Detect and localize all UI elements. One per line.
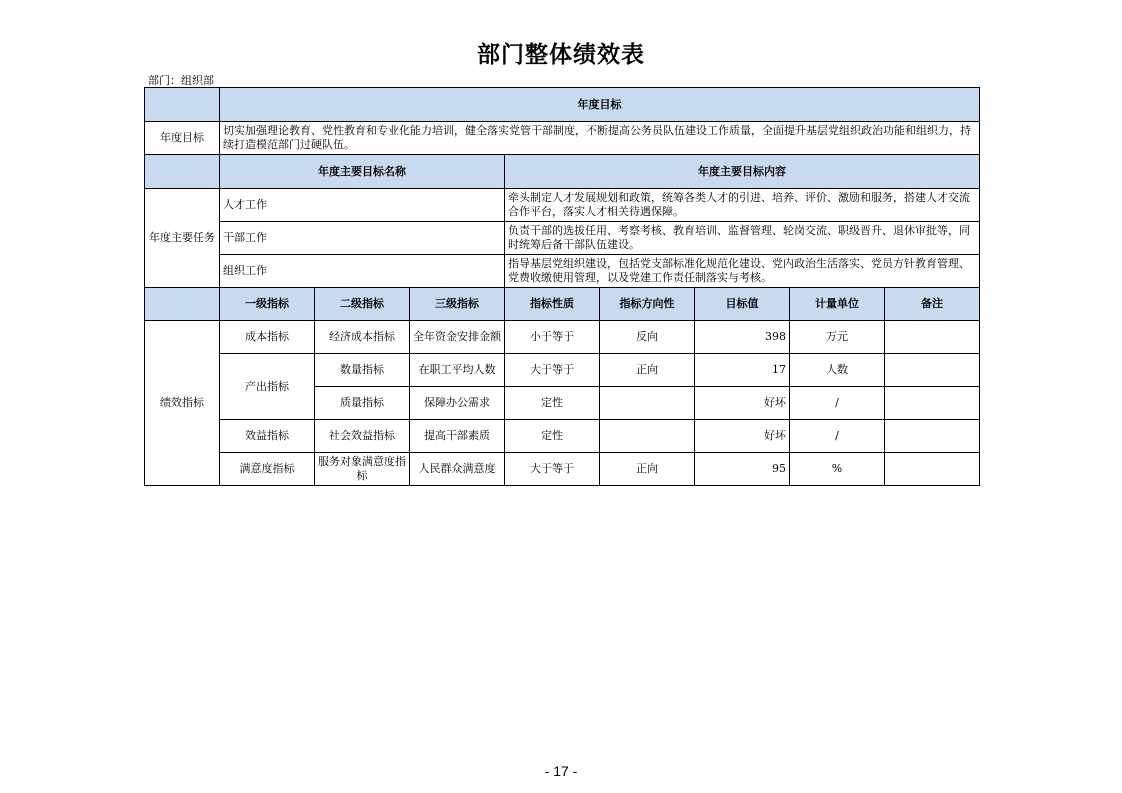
level1-indicator: 效益指标 (220, 420, 315, 453)
note (885, 453, 980, 486)
indicator-nature: 小于等于 (505, 321, 600, 354)
column-header: 一级指标 (220, 288, 315, 321)
table-row (145, 420, 980, 453)
column-header: 三级指标 (410, 288, 505, 321)
level2-indicator: 社会效益指标 (315, 420, 410, 453)
column-header: 备注 (885, 288, 980, 321)
note (885, 321, 980, 354)
target-value: 17 (695, 354, 790, 387)
note (885, 354, 980, 387)
indicator-direction: 正向 (600, 354, 695, 387)
level3-indicator: 人民群众满意度 (410, 453, 505, 486)
table-row (145, 354, 980, 387)
task-name-header: 年度主要目标名称 (220, 155, 505, 189)
corner-cell (145, 88, 220, 122)
indicator-nature: 大于等于 (505, 354, 600, 387)
annual-goal-header: 年度目标 (220, 88, 980, 122)
page-title: 部门整体绩效表 (477, 42, 645, 68)
level3-indicator: 提高干部素质 (410, 420, 505, 453)
level3-indicator: 在职工平均人数 (410, 354, 505, 387)
annual-goal-label: 年度目标 (145, 122, 220, 155)
table-row (145, 321, 980, 354)
annual-goal-text: 切实加强理论教育、党性教育和专业化能力培训，健全落实党管干部制度，不断提高公务员队伍建设工作质量，全面提升基层党组织政治功能和组织力，持续打造模范部门过硬队伍。 (220, 122, 980, 155)
table-row (145, 453, 980, 486)
indicator-nature: 定性 (505, 387, 600, 420)
task-name: 干部工作 (220, 222, 505, 255)
task-name: 人才工作 (220, 189, 505, 222)
indicator-nature: 定性 (505, 420, 600, 453)
column-header: 指标方向性 (600, 288, 695, 321)
note (885, 387, 980, 420)
column-header: 指标性质 (505, 288, 600, 321)
indicator-direction: 反向 (600, 321, 695, 354)
indicator-direction (600, 387, 695, 420)
level2-indicator: 经济成本指标 (315, 321, 410, 354)
unit: 万元 (790, 321, 885, 354)
level1-indicator: 产出指标 (220, 354, 315, 420)
level1-indicator: 成本指标 (220, 321, 315, 354)
level1-indicator: 满意度指标 (220, 453, 315, 486)
target-value: 好坏 (695, 387, 790, 420)
indicator-nature: 大于等于 (505, 453, 600, 486)
level2-indicator: 数量指标 (315, 354, 410, 387)
level3-indicator: 保障办公需求 (410, 387, 505, 420)
tasks-corner-cell (145, 155, 220, 189)
column-header: 计量单位 (790, 288, 885, 321)
unit: 人数 (790, 354, 885, 387)
indicator-direction (600, 420, 695, 453)
task-content-header: 年度主要目标内容 (505, 155, 980, 189)
main-tasks-label: 年度主要任务 (145, 189, 220, 288)
performance-table (144, 87, 980, 486)
target-value: 好坏 (695, 420, 790, 453)
target-value: 95 (695, 453, 790, 486)
department-label: 部门：组织部 (148, 74, 214, 87)
level2-indicator: 质量指标 (315, 387, 410, 420)
unit: % (790, 453, 885, 486)
performance-indicators-label: 绩效指标 (145, 321, 220, 486)
unit: / (790, 387, 885, 420)
column-header: 二级指标 (315, 288, 410, 321)
page-number: - 17 - (544, 763, 578, 779)
task-name: 组织工作 (220, 255, 505, 288)
level2-indicator: 服务对象满意度指标 (315, 453, 410, 486)
indicator-corner-cell (145, 288, 220, 321)
target-value: 398 (695, 321, 790, 354)
indicator-direction: 正向 (600, 453, 695, 486)
note (885, 420, 980, 453)
task-content: 指导基层党组织建设，包括党支部标准化规范化建设、党内政治生活落实、党员方针教育管理、党费收缴使用管理，以及党建工作责任制落实与考核。 (505, 255, 980, 288)
task-content: 牵头制定人才发展规划和政策，统筹各类人才的引进、培养、评价、激励和服务，搭建人才交流合作平台，落实人才相关待遇保障。 (505, 189, 980, 222)
column-header: 目标值 (695, 288, 790, 321)
level3-indicator: 全年资金安排金额 (410, 321, 505, 354)
unit: / (790, 420, 885, 453)
task-content: 负责干部的选拔任用、考察考核、教育培训、监督管理、轮岗交流、职级晋升、退休审批等，同时统筹后备干部队伍建设。 (505, 222, 980, 255)
